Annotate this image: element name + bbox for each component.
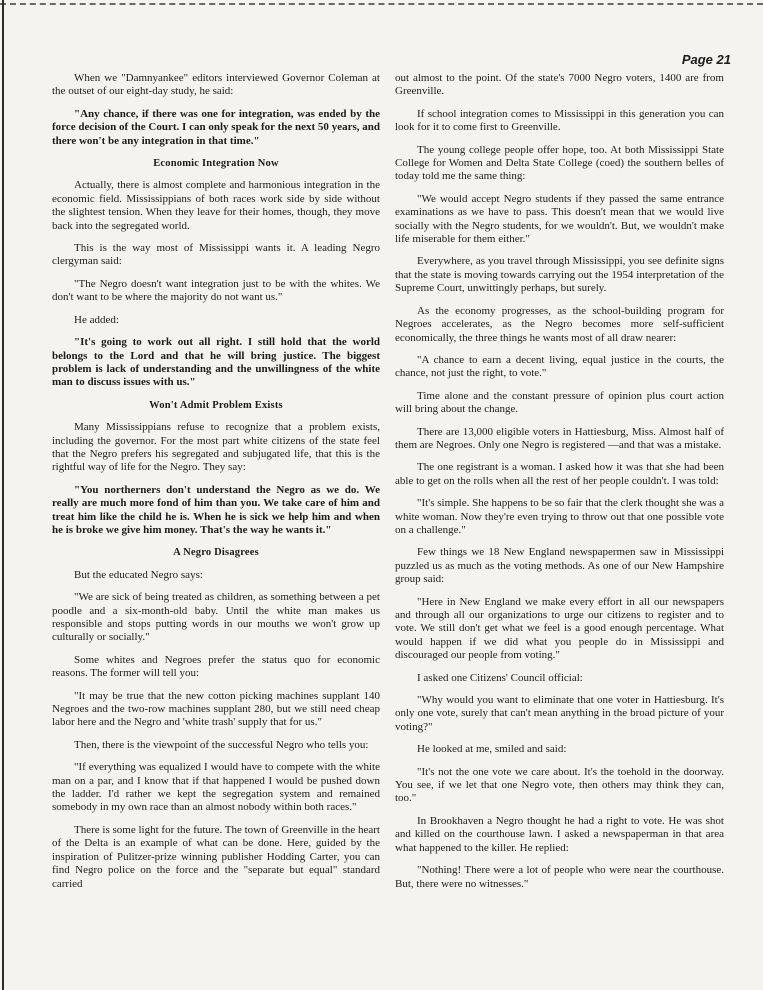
body-paragraph: When we "Damnyankee" editors interviewed Governor Coleman at the outset of our eight-day study, he said: bbox=[52, 72, 380, 98]
body-paragraph: "If everything was equalized I would have to compete with the white man on a par, and I know that if that happened I would be pushed down the ladder. I'd rather we kept the segregation system and remained somebody in my own race than an almost nobody within both races." bbox=[52, 761, 380, 814]
body-paragraph: "It may be true that the new cotton picking machines supplant 140 Negroes and the two-row machines supplant 280, but we still need cheap labor here and the Negro and 'white trash' supply that for us." bbox=[52, 689, 380, 729]
body-paragraph: Many Mississippians refuse to recognize that a problem exists, including the governor. For the most part white citizens of the state feel that the Negro prefers his segregated and subjugated life, that this is the rightful way of life for the Negro. They say: bbox=[52, 421, 380, 474]
left-column bbox=[52, 72, 380, 900]
continued-paragraph: out almost to the point. Of the state's 7000 Negro voters, 1400 are from Greenville. bbox=[395, 72, 724, 98]
body-paragraph: I asked one Citizens' Council official: bbox=[417, 671, 583, 684]
body-paragraph: Time alone and the constant pressure of opinion plus court action will bring about the change. bbox=[395, 389, 724, 416]
body-paragraph: But the educated Negro says: bbox=[74, 568, 203, 581]
body-paragraph: "Nothing! There were a lot of people who were near the courthouse. But, there were no witnesses." bbox=[395, 864, 724, 890]
body-paragraph: "A chance to earn a decent living, equal justice in the courts, the chance, not just the right, to vote." bbox=[395, 353, 724, 380]
body-paragraph: The one registrant is a woman. I asked how it was that she had been able to get on the rolls when all the rest of her people couldn't. I was told: bbox=[395, 461, 724, 487]
body-paragraph: "It's simple. She happens to be so fair that the clerk thought she was a white woman. Now they're even trying to throw out that one possible vote on a challenge." bbox=[395, 497, 724, 536]
body-paragraph: "Why would you want to eliminate that one voter in Hattiesburg. It's only one vote, surely that can't mean anything in the broad picture of your voting?" bbox=[395, 694, 724, 733]
top-rule bbox=[0, 3, 763, 5]
body-paragraph: Everywhere, as you travel through Mississippi, you see definite signs that the state is moving towards carrying out the 1954 interpretation of the Supreme Court, unwittingly perhaps, but surely. bbox=[395, 255, 724, 295]
body-paragraph: "We would accept Negro students if they passed the same entrance examinations as we have to pass. This doesn't mean that we would live socially with the Negro students, for we wouldn't. But, we wouldn't make life miserable for them either." bbox=[395, 192, 724, 246]
body-paragraph: He looked at me, smiled and said: bbox=[417, 743, 567, 756]
body-paragraph: The young college people offer hope, too. At both Mississippi State College for Women and Delta State College (coed) the southern belles of today told me the same thing: bbox=[395, 143, 724, 183]
body-paragraph: "It's not the one vote we care about. It's the toehold in the doorway. You see, if we let that one Negro vote, then others may think they can, too." bbox=[395, 765, 724, 805]
body-paragraph: Then, there is the viewpoint of the successful Negro who tells you: bbox=[74, 738, 369, 751]
section-heading: Economic Integration Now bbox=[153, 158, 279, 170]
section-heading: Won't Admit Problem Exists bbox=[149, 399, 283, 411]
body-paragraph: This is the way most of Mississippi wants it. A leading Negro clergyman said: bbox=[52, 242, 380, 268]
body-paragraph: In Brookhaven a Negro thought he had a right to vote. He was shot and killed on the courthouse lawn. I asked a newspaperman in that area what happened to the killer. He replied: bbox=[395, 814, 724, 854]
body-paragraph: Actually, there is almost complete and harmonious integration in the economic field. Mississippians of both races work side by side without the slightest tension. When they leave for their homes, though, they move back into the segregated world. bbox=[52, 179, 380, 232]
body-paragraph: "The Negro doesn't want integration just to be with the whites. We don't want to be where the majority do not want us." bbox=[52, 277, 380, 304]
body-paragraph: There are 13,000 eligible voters in Hattiesburg, Miss. Almost half of them are Negroes. Only one Negro is registered —and that was a mistake. bbox=[395, 425, 724, 451]
quote-paragraph: "It's going to work out all right. I still hold that the world belongs to the Lord and that he will bring justice. The biggest problem is lack of understanding and the unwillingness of the white man to discuss issues with us." bbox=[52, 336, 380, 389]
quote-paragraph: "You northerners don't understand the Negro as we do. We really are much more fond of him than you. We take care of him and treat him like the child he is. When he is sick we help him and when he is broke we give him money. That's the way he wants it." bbox=[52, 483, 380, 536]
page-number: Page 21 bbox=[681, 52, 731, 67]
quote-paragraph: "Any chance, if there was one for integration, was ended by the force decision of the Court. I can only speak for the next 50 years, and there won't be any integration in that time." bbox=[52, 107, 380, 147]
body-paragraph: Some whites and Negroes prefer the status quo for economic reasons. The former will tell you: bbox=[52, 653, 380, 680]
body-paragraph: "We are sick of being treated as children, as something between a pet poodle and a six-month-old baby. Until the white man makes us responsible and stops putting words in our mouths we won't grow up culturally or socially." bbox=[52, 591, 380, 644]
body-paragraph: As the economy progresses, as the school-building program for Negroes accelerates, as the Negro becomes more self-sufficient economically, the three things he wants most of all draw nearer: bbox=[395, 304, 724, 344]
page-left-edge bbox=[2, 0, 4, 990]
body-paragraph: Few things we 18 New England newspapermen saw in Mississippi puzzled us as much as the voting methods. As one of our New Hampshire group said: bbox=[395, 546, 724, 586]
body-paragraph: He added: bbox=[74, 313, 119, 326]
body-paragraph: If school integration comes to Mississippi in this generation you can look for it to come first to Greenville. bbox=[395, 107, 724, 134]
right-column bbox=[395, 72, 724, 900]
body-paragraph: There is some light for the future. The town of Greenville in the heart of the Delta is an example of what can be done. Here, guided by the inspiration of Pulitzer-prize winning publisher Hodding Carter, you can find Negro police on the force and the "separate but equal" standard carried bbox=[52, 823, 380, 890]
section-heading: A Negro Disagrees bbox=[173, 547, 259, 559]
body-paragraph: "Here in New England we make every effort in all our newspapers and through all our organizations to urge our citizens to register and to vote. We still don't get what we feel is a good enough percentage. What would happen if we did what you people do in Mississippi and discouraged our people from voting." bbox=[395, 595, 724, 662]
